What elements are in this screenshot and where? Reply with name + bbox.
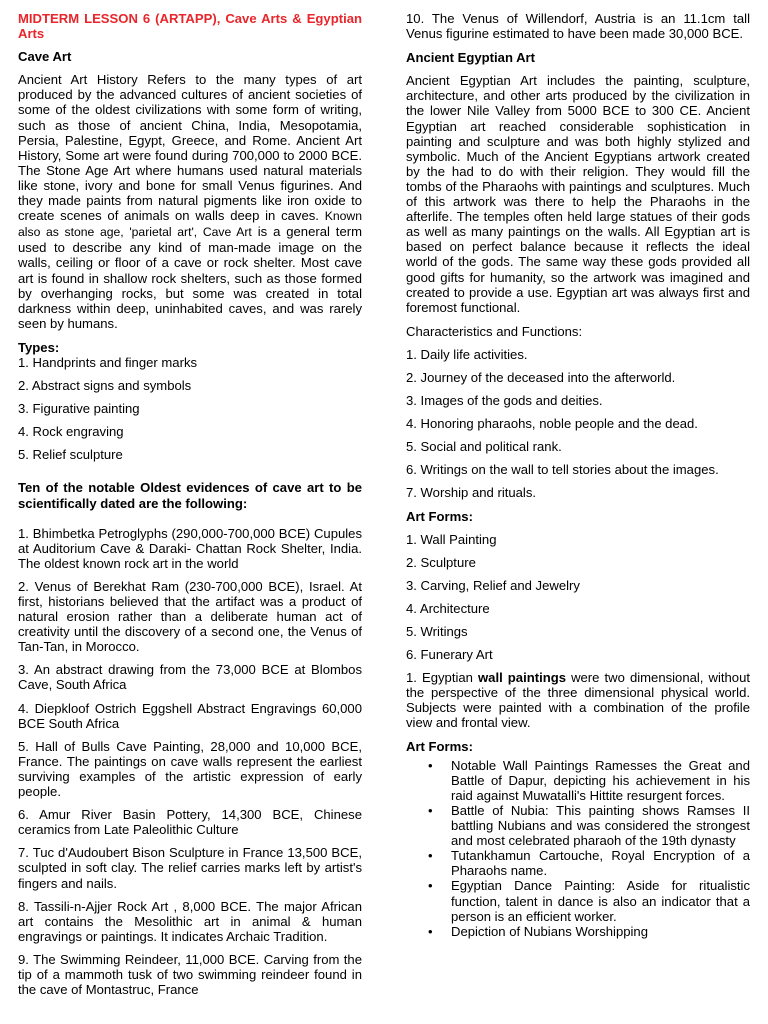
wall-painting-paragraph bbox=[406, 670, 750, 730]
bullet-item bbox=[406, 803, 750, 848]
types-item: 1. Handprints and finger marks bbox=[18, 354, 198, 370]
bullet-icon: • bbox=[428, 878, 433, 894]
evidence-item: 5. Hall of Bulls Cave Painting, 28,000 and 10,000 BCE, France. The paintings on cave walls represent the earliest surviving examples of the artistic expression of early people. bbox=[18, 738, 362, 800]
art-form-item: 6. Funerary Art bbox=[406, 647, 493, 663]
bullet-text: Egyptian Dance Painting: Aside for ritualistic function, talent in dance is also an indicator that a person is an efficient worker. bbox=[451, 878, 750, 924]
characteristic-item: 2. Journey of the deceased into the afterworld. bbox=[406, 369, 676, 385]
characteristic-item: 1. Daily life activities. bbox=[406, 346, 528, 362]
egyptian-art-paragraph: Ancient Egyptian Art includes the painting, sculpture, architecture, and other arts produced by the civilization in the lower Nile Valley from 5000 BCE to 300 CE. Ancient Egyptian art reached considerable sophistication in painting and sculpture and was both highly stylized and symbolic. Much of the Ancient Egyptians artwork created by the had to do with their religion. They would fill the tombs of the Pharaohs with paintings and sculptures. Much of this artwork was there to help the Pharaohs in the afterlife. The temples often held large statues of their gods as well as many paintings on the walls. All Egyptian art is based on perfect balance because it reflects the ideal world of the gods. The same way these gods provided all good gifts for humanity, so the artwork was imagined and created to provide a use. Egyptian art was always first and foremost functional. bbox=[406, 73, 750, 315]
evidence-item: 6. Amur River Basin Pottery, 14,300 BCE, Chinese ceramics from Late Paleolithic Culture bbox=[18, 807, 362, 838]
evidence-item: 7. Tuc d'Audoubert Bison Sculpture in France 13,500 BCE, sculpted in soft clay. The relief carries marks left by artist's fingers and nails. bbox=[18, 845, 362, 891]
evidence-item: 10. The Venus of Willendorf, Austria is an 11.1cm tall Venus figurine estimated to have been made 30,000 BCE. bbox=[406, 11, 750, 42]
evidence-item: 9. The Swimming Reindeer, 11,000 BCE. Carving from the tip of a mammoth tusk of two swimming reindeer found in the cave of Montastruc, France bbox=[18, 951, 362, 998]
evidences-list bbox=[18, 526, 362, 998]
art-forms-heading: Art Forms: bbox=[406, 508, 473, 524]
oldest-evidences-heading: Ten of the notable Oldest evidences of cave art to be scientifically dated are the following: bbox=[18, 480, 362, 511]
wall-para-part-2: were two dimensional, without the perspective of the three dimensional physical world. Subjects were painted with a combination of the profile view and frontal view. bbox=[406, 670, 750, 731]
characteristics-heading: Characteristics and Functions: bbox=[406, 323, 583, 339]
types-item: 4. Rock engraving bbox=[18, 424, 124, 440]
types-heading: Types: bbox=[18, 339, 60, 355]
art-forms-heading-2: Art Forms: bbox=[406, 738, 473, 754]
art-forms-list bbox=[406, 532, 750, 663]
characteristics-list bbox=[406, 347, 750, 501]
evidence-item: 4. Diepkloof Ostrich Eggshell Abstract Engravings 60,000 BCE South Africa bbox=[18, 700, 362, 731]
bullet-text: Depiction of Nubians Worshipping bbox=[451, 923, 649, 939]
bullet-text: Tutankhamun Cartouche, Royal Encryption of a Pharaohs name. bbox=[451, 848, 750, 879]
bullet-item bbox=[406, 848, 750, 878]
evidence-item: 3. An abstract drawing from the 73,000 BCE at Blombos Cave, South Africa bbox=[18, 662, 362, 693]
evidence-item: 1. Bhimbetka Petroglyphs (290,000-700,000 BCE) Cupules at Auditorium Cave & Daraki- Chattan Rock Shelter, India. The oldest known rock art in the world bbox=[18, 525, 362, 571]
characteristic-item: 6. Writings on the wall to tell stories about the images. bbox=[406, 462, 719, 478]
characteristic-item: 5. Social and political rank. bbox=[406, 439, 562, 455]
right-column bbox=[406, 11, 750, 939]
evidence-item: 8. Tassili-n-Ajjer Rock Art , 8,000 BCE. The major African art contains the Mesolithic art in animal & human engravings or paintings. It indicates Archaic Tradition. bbox=[18, 898, 362, 944]
bullet-icon: • bbox=[428, 923, 433, 939]
bullet-item bbox=[406, 758, 750, 803]
art-form-item: 1. Wall Painting bbox=[406, 531, 497, 547]
art-form-item: 4. Architecture bbox=[406, 600, 490, 616]
art-form-item: 3. Carving, Relief and Jewelry bbox=[406, 577, 580, 593]
cave-art-paragraph bbox=[18, 72, 362, 331]
cave-art-heading: Cave Art bbox=[18, 49, 72, 65]
types-item: 5. Relief sculpture bbox=[18, 447, 123, 463]
page-title: MIDTERM LESSON 6 (ARTAPP), Cave Arts & Egyptian Arts bbox=[18, 11, 362, 42]
characteristic-item: 7. Worship and rituals. bbox=[406, 485, 537, 501]
bullet-icon: • bbox=[428, 757, 433, 773]
bullet-text: Notable Wall Paintings Ramesses the Great and Battle of Dapur, depicting his achievement in his raid against Muwatalli's Hittite resurgent forces. bbox=[451, 757, 750, 803]
bullet-item bbox=[406, 924, 750, 939]
wall-para-part-1: 1. Egyptian bbox=[406, 670, 473, 686]
left-column bbox=[18, 11, 362, 997]
bullet-text: Battle of Nubia: This painting shows Ramses II battling Nubians and was considered the strongest and most celebrated pharaoh of the 19th dynasty bbox=[451, 802, 750, 849]
egyptian-art-heading: Ancient Egyptian Art bbox=[406, 50, 536, 66]
cave-para-part-1: Ancient Art History Refers to the many types of art produced by the advanced cultures of ancient societies of some of the oldest civilizations with some form of writing, such as those of ancient China, India, Mesopotamia, Persia, Palestine, Egypt, Greece, and Rome. Ancient Art History, Some art were found during 700,000 to 2000 BCE. The Stone Age Art where humans used natural materials like stone, ivory and bone for small Venus figurines. And they made paints from natural pigments like iron oxide to create scenes of animals on walls deep in caves. bbox=[18, 72, 362, 224]
wall-para-bold: wall paintings bbox=[478, 670, 566, 686]
art-form-item: 2. Sculpture bbox=[406, 554, 476, 570]
bullet-icon: • bbox=[428, 802, 433, 818]
art-form-item: 5. Writings bbox=[406, 624, 468, 639]
types-item: 2. Abstract signs and symbols bbox=[18, 378, 192, 394]
bullet-item bbox=[406, 878, 750, 923]
bullet-icon: • bbox=[428, 848, 433, 864]
characteristic-item: 3. Images of the gods and deities. bbox=[406, 393, 603, 409]
cave-para-part-3: is a general term used to describe any kind of man-made image on the walls, ceiling or floor of a cave or rock shelter. Most cave art is found in shallow rock shelters, such as those formed by overhanging rocks, but some was created in total darkness within deep, uninhabited caves, and was rarely seen by humans. bbox=[18, 224, 362, 331]
characteristic-item: 4. Honoring pharaohs, noble people and the dead. bbox=[406, 416, 698, 432]
evidence-item: 2. Venus of Berekhat Ram (230-700,000 BCE), Israel. At first, historians believed that the artifact was a product of natural erosion rather than a deliberate human act of creativity until the discovery of a second one, the Venus of Tan-Tan, in Morocco. bbox=[18, 578, 362, 655]
types-item: 3. Figurative painting bbox=[18, 401, 140, 417]
types-list bbox=[18, 355, 362, 462]
wall-paintings-bullet-list bbox=[406, 758, 750, 939]
cave-para-part-2: Known also as stone age, 'parietal art', Cave Art bbox=[18, 209, 362, 240]
